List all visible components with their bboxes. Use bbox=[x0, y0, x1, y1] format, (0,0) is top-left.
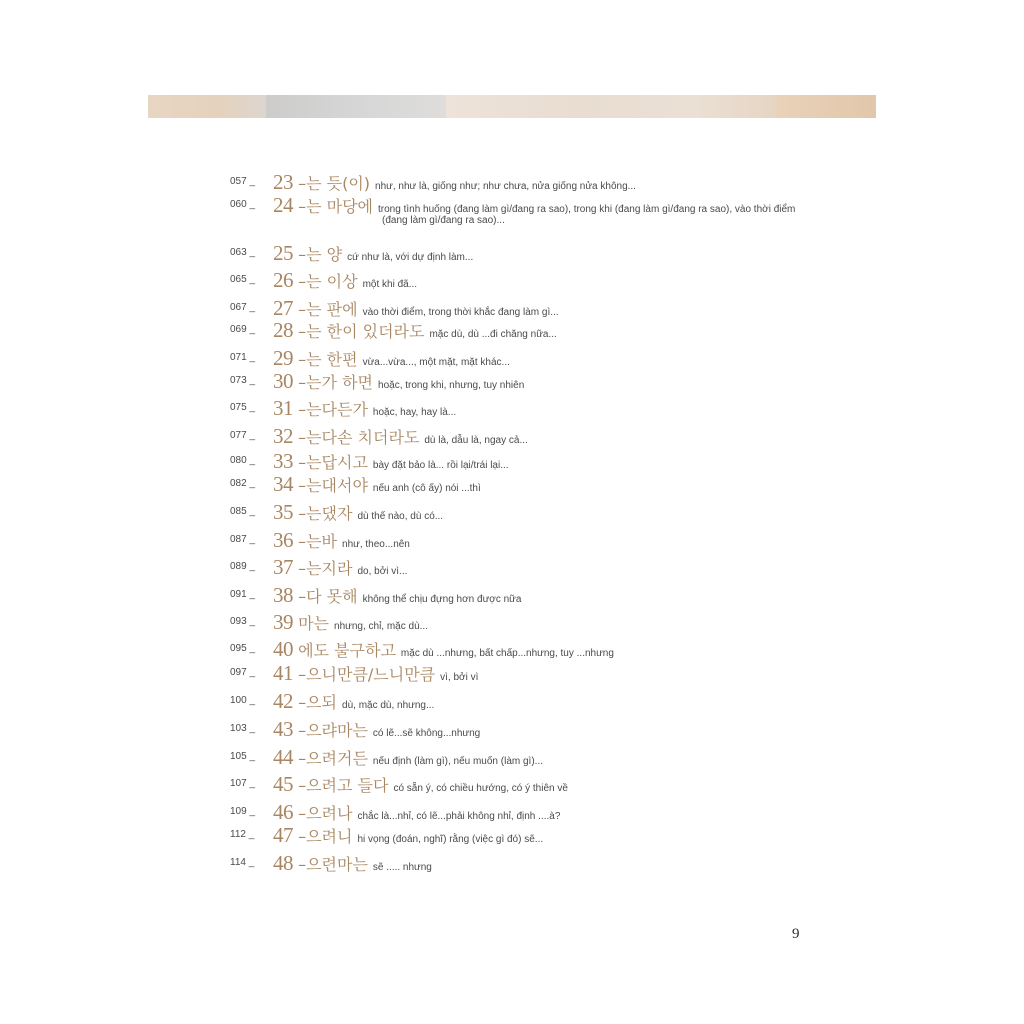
toc-page-ref: 100 _ bbox=[230, 695, 256, 706]
toc-meaning: vì, bởi vì bbox=[440, 672, 479, 683]
toc-page-ref: 105 _ bbox=[230, 751, 256, 762]
toc-meaning: mặc dù, dù ...đi chăng nữa... bbox=[429, 329, 557, 340]
toc-number: 35 bbox=[273, 500, 293, 524]
toc-headline bbox=[273, 268, 417, 293]
toc-number: 28 bbox=[273, 318, 293, 342]
toc-number: 45 bbox=[273, 772, 293, 796]
toc-page-ref: 095 _ bbox=[230, 643, 256, 654]
toc-number: 47 bbox=[273, 823, 293, 847]
toc-meaning: cứ như là, với dự định làm... bbox=[347, 252, 474, 263]
toc-page-ref: 065 _ bbox=[230, 274, 256, 285]
toc-headline bbox=[273, 800, 560, 825]
toc-page-ref: 069 _ bbox=[230, 324, 256, 335]
toc-number: 40 bbox=[273, 637, 293, 661]
toc-headline bbox=[273, 528, 410, 553]
toc-number: 39 bbox=[273, 610, 293, 634]
toc-headline bbox=[273, 170, 636, 195]
toc-headline bbox=[273, 583, 521, 608]
toc-number: 29 bbox=[273, 346, 293, 370]
toc-meaning: chắc là...nhỉ, có lẽ...phải không nhỉ, định ....à? bbox=[357, 811, 561, 822]
toc-page-ref: 103 _ bbox=[230, 723, 256, 734]
toc-page-ref: 109 _ bbox=[230, 806, 256, 817]
toc-page-ref: 114 _ bbox=[230, 857, 255, 868]
toc-grammar: –는대서야 bbox=[298, 476, 368, 495]
toc-number: 30 bbox=[273, 369, 293, 393]
toc-number: 25 bbox=[273, 241, 293, 265]
toc-grammar: –는지라 bbox=[298, 559, 353, 578]
toc-page-ref: 097 _ bbox=[230, 667, 256, 678]
toc-meaning: dù, mặc dù, nhưng... bbox=[342, 700, 435, 711]
toc-meaning: bày đặt bảo là... rồi lại/trái lại... bbox=[372, 460, 509, 471]
toc-headline bbox=[273, 610, 428, 635]
toc-grammar: –는다손 치더라도 bbox=[298, 428, 420, 447]
toc-meaning: nếu anh (cô ấy) nói ...thì bbox=[372, 483, 481, 494]
toc-page-ref: 107 _ bbox=[230, 778, 256, 789]
toc-grammar: –으려니 bbox=[298, 827, 353, 846]
toc-meaning: nếu định (làm gì), nếu muốn (làm gì)... bbox=[372, 756, 543, 767]
toc-meaning: trong tình huống (đang làm gì/đang ra sao), trong khi (đang làm gì/đang ra sao), vào thời điểm bbox=[378, 204, 796, 215]
toc-meaning: sẽ ..... nhưng bbox=[372, 862, 432, 873]
toc-meaning-continued: (đang làm gì/đang ra sao)... bbox=[382, 215, 505, 226]
toc-page-ref: 089 _ bbox=[230, 561, 256, 572]
toc-page-ref: 067 _ bbox=[230, 302, 256, 313]
toc-headline bbox=[273, 637, 614, 662]
toc-number: 36 bbox=[273, 528, 293, 552]
toc-page-ref: 112 _ bbox=[230, 829, 255, 840]
toc-meaning: vào thời điểm, trong thời khắc đang làm gì... bbox=[362, 307, 559, 318]
toc-page-ref: 091 _ bbox=[230, 589, 256, 600]
toc-number: 48 bbox=[273, 851, 293, 875]
toc-headline bbox=[273, 851, 432, 876]
toc-grammar: –는가 하면 bbox=[298, 373, 374, 392]
toc-grammar: –으니만큼/느니만큼 bbox=[298, 665, 436, 684]
toc-meaning: do, bởi vì... bbox=[357, 566, 408, 577]
toc-page-ref: 071 _ bbox=[230, 352, 256, 363]
toc-meaning: có sẵn ý, có chiều hướng, có ý thiên về bbox=[393, 783, 568, 794]
toc-headline bbox=[273, 772, 568, 797]
toc-page-ref: 063 _ bbox=[230, 247, 256, 258]
toc-headline bbox=[273, 346, 510, 371]
toc-grammar: –는바 bbox=[298, 532, 338, 551]
toc-grammar: 에도 불구하고 bbox=[298, 641, 396, 660]
toc-number: 32 bbox=[273, 424, 293, 448]
toc-grammar: –는댔자 bbox=[298, 504, 353, 523]
toc-page-ref: 085 _ bbox=[230, 506, 256, 517]
toc-grammar: –는 판에 bbox=[298, 300, 358, 319]
toc-page-ref: 077 _ bbox=[230, 430, 256, 441]
toc-headline bbox=[273, 369, 524, 394]
toc-number: 44 bbox=[273, 745, 293, 769]
toc-headline bbox=[273, 396, 456, 421]
toc-page-ref: 087 _ bbox=[230, 534, 256, 545]
toc-meaning: hi vọng (đoán, nghĩ) rằng (việc gì đó) sẽ... bbox=[357, 834, 544, 845]
toc-headline bbox=[273, 241, 473, 266]
toc-meaning: nhưng, chỉ, mặc dù... bbox=[334, 621, 428, 632]
toc-number: 27 bbox=[273, 296, 293, 320]
toc-headline bbox=[273, 424, 528, 449]
toc-number: 38 bbox=[273, 583, 293, 607]
toc-grammar: –는 한이 있더라도 bbox=[298, 322, 425, 341]
toc-grammar: –는답시고 bbox=[298, 453, 368, 472]
toc-grammar: –으려나 bbox=[298, 804, 353, 823]
toc-number: 34 bbox=[273, 472, 293, 496]
toc-number: 24 bbox=[273, 193, 293, 217]
toc-grammar: –는 이상 bbox=[298, 272, 358, 291]
toc-grammar: –으려고 들다 bbox=[298, 776, 389, 795]
toc-number: 43 bbox=[273, 717, 293, 741]
toc-grammar: –는 양 bbox=[298, 245, 343, 264]
toc-meaning: mặc dù ...nhưng, bất chấp...nhưng, tuy ...nhưng bbox=[400, 648, 614, 659]
toc-meaning: dù là, dẫu là, ngay cả... bbox=[424, 435, 528, 446]
toc-number: 42 bbox=[273, 689, 293, 713]
toc-page-ref: 060 _ bbox=[230, 199, 256, 210]
toc-page-ref: 075 _ bbox=[230, 402, 256, 413]
toc-number: 23 bbox=[273, 170, 293, 194]
toc-meaning: vừa...vừa..., một mặt, mặt khác... bbox=[362, 357, 510, 368]
toc-page-ref: 082 _ bbox=[230, 478, 256, 489]
toc-headline bbox=[273, 823, 543, 848]
toc-page-ref: 057 _ bbox=[230, 176, 256, 187]
toc-headline bbox=[273, 500, 443, 525]
toc-meaning: dù thế nào, dù có... bbox=[357, 511, 444, 522]
toc-number: 26 bbox=[273, 268, 293, 292]
toc-headline bbox=[273, 449, 509, 474]
toc-meaning: không thể chịu đựng hơn được nữa bbox=[362, 594, 522, 605]
toc-grammar: –는다든가 bbox=[298, 400, 368, 419]
toc-meaning: như, như là, giống như; như chưa, nửa giống nửa không... bbox=[375, 181, 636, 192]
toc-number: 31 bbox=[273, 396, 293, 420]
toc-grammar: –는 듯(이) bbox=[298, 174, 371, 193]
toc-meaning: hoặc, trong khi, nhưng, tuy nhiên bbox=[378, 380, 525, 391]
toc-number: 37 bbox=[273, 555, 293, 579]
toc-grammar: –으려거든 bbox=[298, 749, 368, 768]
toc-number: 46 bbox=[273, 800, 293, 824]
toc-page-ref: 093 _ bbox=[230, 616, 256, 627]
toc-headline bbox=[273, 193, 795, 218]
page-number: 9 bbox=[792, 926, 800, 942]
toc-headline bbox=[273, 472, 481, 497]
toc-headline bbox=[273, 689, 434, 714]
toc-grammar: –으되 bbox=[298, 693, 338, 712]
toc-headline bbox=[273, 318, 557, 343]
toc-number: 41 bbox=[273, 661, 293, 685]
toc-grammar: –다 못해 bbox=[298, 587, 358, 606]
toc-grammar: –으랴마는 bbox=[298, 721, 368, 740]
toc-meaning: như, theo...nên bbox=[342, 539, 410, 550]
toc-meaning: một khi đã... bbox=[362, 279, 418, 290]
toc-headline bbox=[273, 717, 480, 742]
toc-headline bbox=[273, 661, 478, 686]
toc-page-ref: 073 _ bbox=[230, 375, 256, 386]
toc-meaning: hoặc, hay, hay là... bbox=[372, 407, 457, 418]
toc-grammar: –는 한편 bbox=[298, 350, 358, 369]
toc-headline bbox=[273, 745, 543, 770]
toc-headline bbox=[273, 555, 407, 580]
toc-page-ref: 080 _ bbox=[230, 455, 256, 466]
toc-number: 33 bbox=[273, 449, 293, 473]
toc-grammar: 마는 bbox=[298, 614, 330, 633]
toc-grammar: –으련마는 bbox=[298, 855, 368, 874]
toc-meaning: có lẽ...sẽ không...nhưng bbox=[372, 728, 481, 739]
toc-grammar: –는 마당에 bbox=[298, 197, 374, 216]
